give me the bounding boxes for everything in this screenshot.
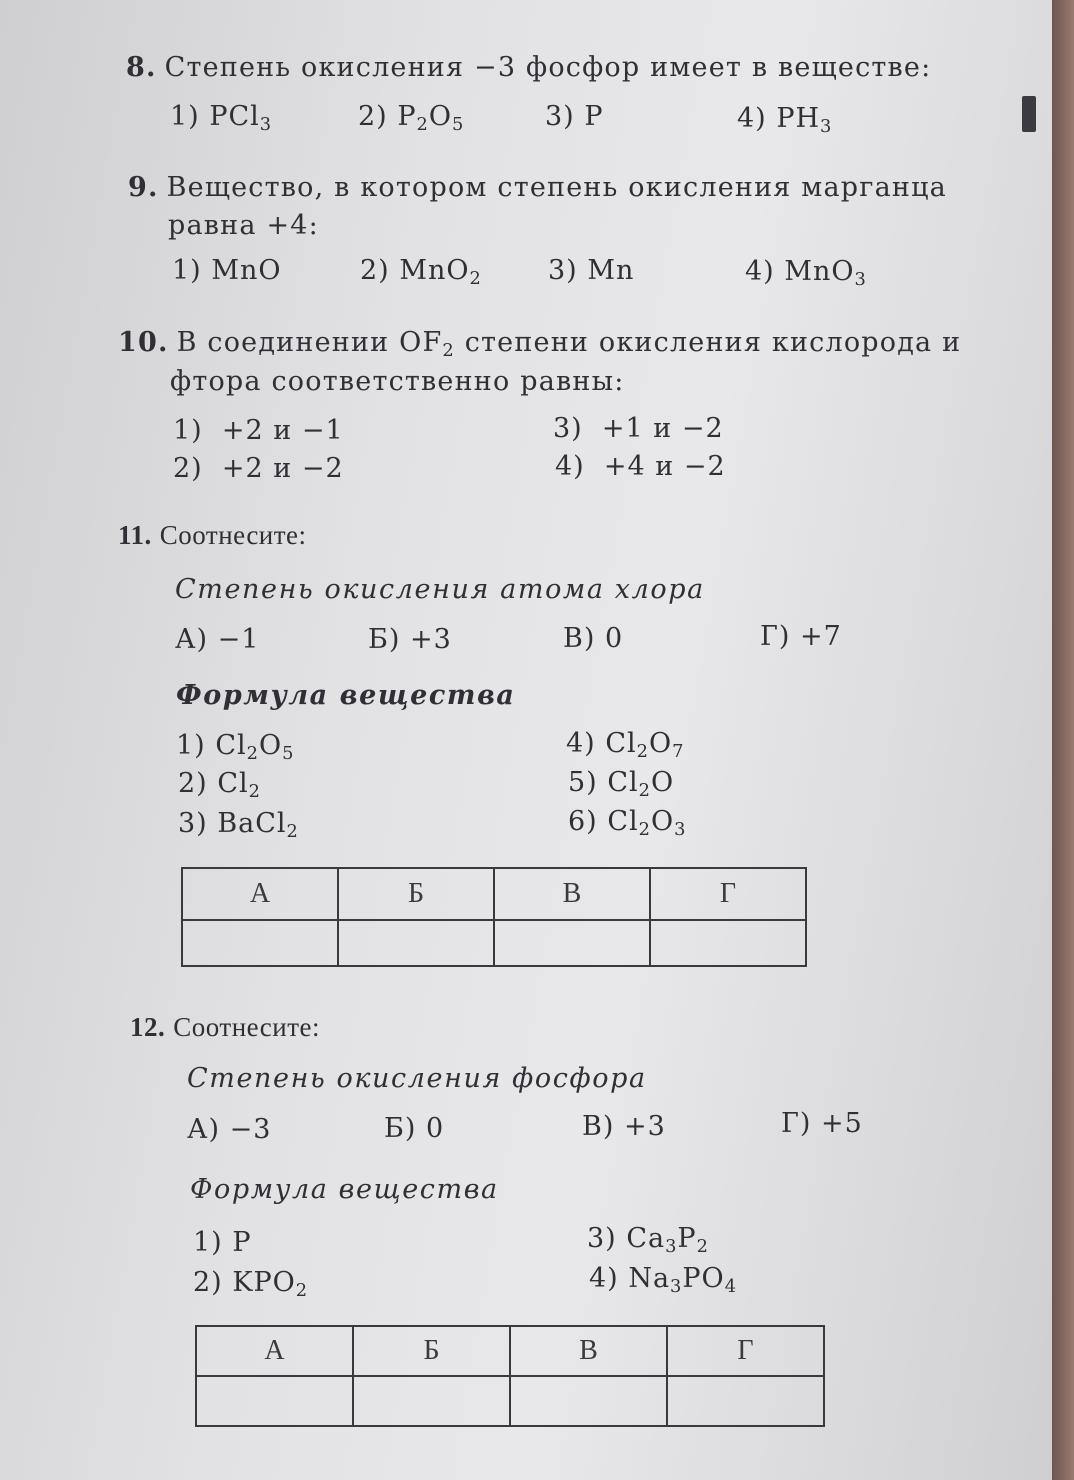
question-text: Соотнесите: (159, 520, 307, 550)
question-10 (118, 327, 962, 361)
q12-right-item-1 (193, 1227, 251, 1258)
option-formula: PCl$_3$ (209, 101, 273, 135)
item-label: 4) (589, 1263, 619, 1294)
item-formula: $Cl_2O_7$ (605, 728, 685, 762)
option-label: 4) (745, 256, 775, 287)
option-formula: MnO$_3$ (784, 256, 867, 290)
question-text: Соотнесите: (173, 1012, 321, 1042)
q11-left-item-a (175, 624, 259, 655)
q10-option-4 (555, 451, 726, 482)
item-label: Г) (781, 1108, 812, 1139)
question-number: 9. (128, 172, 159, 203)
option-formula: $PH_3$ (776, 103, 833, 137)
item-formula: P (232, 1227, 252, 1258)
page-edge (1052, 0, 1074, 1480)
answer-cell-c[interactable] (510, 1376, 667, 1426)
item-label: 5) (568, 767, 598, 798)
option-text: +1 и −2 (601, 413, 724, 444)
item-label: Б) (384, 1113, 417, 1144)
q8-option-1 (170, 101, 273, 135)
answer-cell-c[interactable] (494, 920, 650, 966)
q11-right-caption: Формула вещества (176, 680, 516, 711)
q11-right-item-3 (178, 808, 299, 842)
q10-option-1 (173, 415, 344, 446)
item-label: Г) (760, 621, 791, 652)
answer-header-b: Б (353, 1326, 510, 1376)
option-label: 1) (172, 255, 202, 286)
option-label: 1) (173, 415, 203, 446)
q12-right-item-3 (587, 1223, 709, 1257)
q8-option-3 (545, 101, 603, 132)
item-formula: $Na_3PO_4$ (628, 1263, 738, 1297)
item-formula: $Cl_2O_3$ (607, 806, 687, 840)
option-label: 2) (360, 255, 390, 286)
item-label: 2) (178, 768, 208, 799)
answer-header-b: Б (338, 868, 494, 920)
answer-cell-d[interactable] (667, 1376, 824, 1426)
q11-left-caption: Степень окисления атома хлора (175, 574, 705, 605)
item-label: 4) (566, 728, 596, 759)
option-label: 2) (358, 101, 388, 132)
option-label: 3) (548, 255, 578, 286)
q11-left-item-b (368, 624, 452, 655)
answer-cell-b[interactable] (338, 920, 494, 966)
item-label: 1) (193, 1227, 223, 1258)
q9-option-3 (548, 255, 634, 286)
item-value: +7 (800, 621, 842, 652)
answer-header-d: Г (650, 868, 806, 920)
question-8 (126, 52, 931, 83)
q11-left-item-c (563, 623, 623, 654)
item-value: +5 (821, 1108, 863, 1139)
q11-answer-table (181, 867, 807, 967)
question-number: 10. (118, 327, 169, 358)
item-formula: $Cl_2$ (217, 768, 261, 802)
question-9 (128, 172, 947, 203)
question-text: Вещество, в котором степень окисления марганца (166, 172, 947, 203)
q11-left-item-d (760, 621, 842, 652)
q12-left-item-d (781, 1108, 863, 1139)
q10-option-3 (553, 413, 724, 444)
item-label: 1) (176, 730, 206, 761)
bookmark-tab (1022, 96, 1036, 132)
option-formula: $P_2O_5$ (397, 101, 465, 135)
q11-right-item-2 (178, 768, 261, 802)
item-value: 0 (425, 1113, 445, 1144)
q12-right-caption: Формула вещества (190, 1174, 499, 1205)
answer-table-header-row (196, 1326, 824, 1376)
item-label: 6) (568, 806, 598, 837)
option-formula: P (584, 101, 604, 132)
answer-cell-b[interactable] (353, 1376, 510, 1426)
answer-table-header-row (182, 868, 806, 920)
q8-option-2 (358, 101, 465, 135)
question-number: 11. (118, 520, 152, 550)
q12-left-item-c (582, 1111, 666, 1142)
option-label: 1) (170, 101, 200, 132)
answer-table-input-row (196, 1376, 824, 1426)
option-label: 2) (173, 453, 203, 484)
option-text: +4 и −2 (603, 451, 726, 482)
item-formula: $Cl_2O_5$ (215, 730, 295, 764)
q11-right-item-4 (566, 728, 685, 762)
option-label: 3) (545, 101, 575, 132)
item-value: −1 (217, 624, 260, 655)
answer-header-c: В (510, 1326, 667, 1376)
q11-right-item-1 (176, 730, 295, 764)
item-label: 2) (193, 1267, 223, 1298)
q9-option-1 (172, 255, 281, 286)
question-10-line-2: фтора соответственно равны: (170, 366, 625, 397)
item-formula: $Ca_3P_2$ (626, 1223, 709, 1257)
q10-option-2 (173, 453, 344, 484)
item-value: +3 (623, 1111, 666, 1142)
option-formula: MnO (211, 255, 282, 286)
question-text: В соединении $OF_2$ степени окисления кислорода и (176, 327, 962, 361)
item-formula: $KPO_2$ (232, 1267, 309, 1301)
question-12 (130, 1012, 320, 1043)
option-formula: MnO$_2$ (399, 255, 482, 289)
q12-right-item-2 (193, 1267, 309, 1301)
q12-left-item-a (187, 1114, 271, 1145)
item-label: А) (187, 1114, 220, 1145)
q9-option-2 (360, 255, 482, 289)
answer-header-a: А (182, 868, 338, 920)
item-label: В) (582, 1111, 615, 1142)
item-value: +3 (409, 624, 452, 655)
answer-cell-a[interactable] (196, 1376, 353, 1426)
answer-cell-a[interactable] (182, 920, 338, 966)
answer-table-input-row (182, 920, 806, 966)
item-value: 0 (604, 623, 624, 654)
question-text: Степень окисления −3 фосфор имеет в веществе: (164, 52, 932, 83)
question-9-line-2: равна +4: (168, 210, 319, 241)
q9-option-4 (745, 256, 867, 290)
q12-right-item-4 (589, 1263, 738, 1297)
question-11 (118, 520, 307, 551)
question-number: 12. (130, 1012, 166, 1042)
item-label: Б) (368, 624, 401, 655)
q11-right-item-6 (568, 806, 687, 840)
item-label: 3) (178, 808, 208, 839)
option-text: +2 и −2 (221, 453, 344, 484)
option-formula: Mn (587, 255, 635, 286)
item-label: В) (563, 623, 596, 654)
item-formula: $Cl_2O$ (607, 767, 675, 801)
answer-header-a: А (196, 1326, 353, 1376)
q11-right-item-5 (568, 767, 675, 801)
option-text: +2 и −1 (221, 415, 344, 446)
option-label: 4) (737, 103, 767, 134)
answer-cell-d[interactable] (650, 920, 806, 966)
q12-answer-table (195, 1325, 825, 1427)
item-label: 3) (587, 1223, 617, 1254)
answer-header-d: Г (667, 1326, 824, 1376)
item-formula: BaCl$_2$ (217, 808, 299, 842)
option-label: 3) (553, 413, 583, 444)
q12-left-caption: Степень окисления фосфора (187, 1063, 647, 1094)
item-value: −3 (229, 1114, 272, 1145)
answer-header-c: В (494, 868, 650, 920)
q12-left-item-b (384, 1113, 444, 1144)
question-number: 8. (126, 52, 157, 83)
item-label: А) (175, 624, 208, 655)
option-label: 4) (555, 451, 585, 482)
q8-option-4 (737, 103, 833, 137)
